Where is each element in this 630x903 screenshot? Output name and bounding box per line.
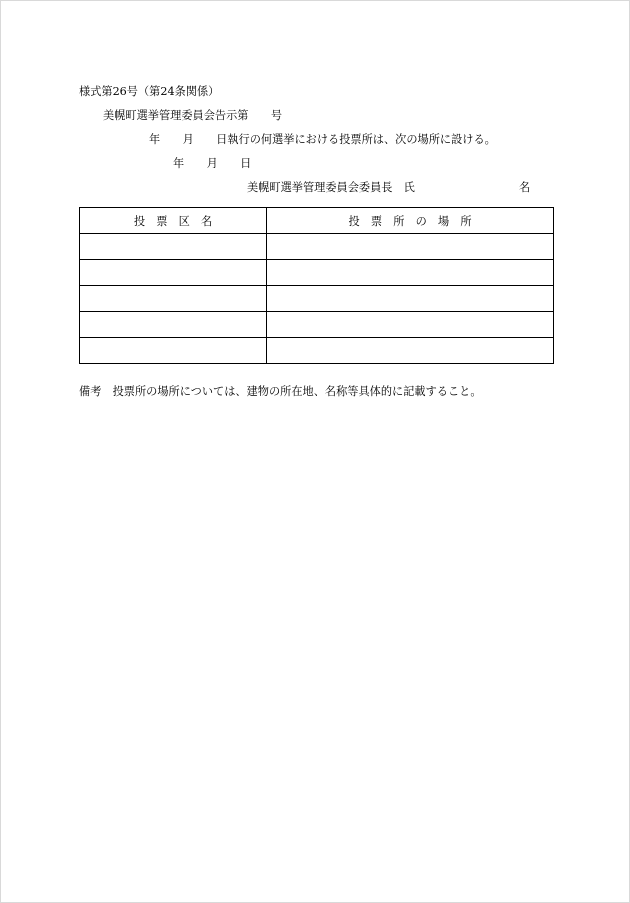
table-header-row — [80, 208, 554, 234]
form-number: 様式第26号（第24条関係） — [79, 85, 220, 98]
notice-date: 年 月 日 — [173, 157, 252, 170]
column-header-location: 投 票 所 の 場 所 — [267, 208, 554, 234]
location-cell — [267, 234, 554, 260]
table-row — [80, 338, 554, 364]
signer-line: 美幌町選挙管理委員会委員長 氏 — [247, 181, 415, 194]
table-row — [80, 260, 554, 286]
signer-name-suffix: 名 — [519, 181, 531, 194]
location-cell — [267, 312, 554, 338]
location-cell — [267, 338, 554, 364]
district-cell — [80, 312, 267, 338]
district-cell — [80, 234, 267, 260]
notice-body: 年 月 日執行の何選挙における投票所は、次の場所に設ける。 — [149, 133, 496, 146]
location-cell — [267, 260, 554, 286]
district-cell — [80, 286, 267, 312]
table-row — [80, 234, 554, 260]
district-cell — [80, 338, 267, 364]
location-cell — [267, 286, 554, 312]
table-row — [80, 286, 554, 312]
notice-title: 美幌町選挙管理委員会告示第 号 — [103, 109, 283, 122]
remark-note: 備考 投票所の場所については、建物の所在地、名称等具体的に記載すること。 — [79, 385, 482, 398]
column-header-district: 投 票 区 名 — [80, 208, 267, 234]
polling-place-table — [79, 207, 554, 364]
table-row — [80, 312, 554, 338]
district-cell — [80, 260, 267, 286]
